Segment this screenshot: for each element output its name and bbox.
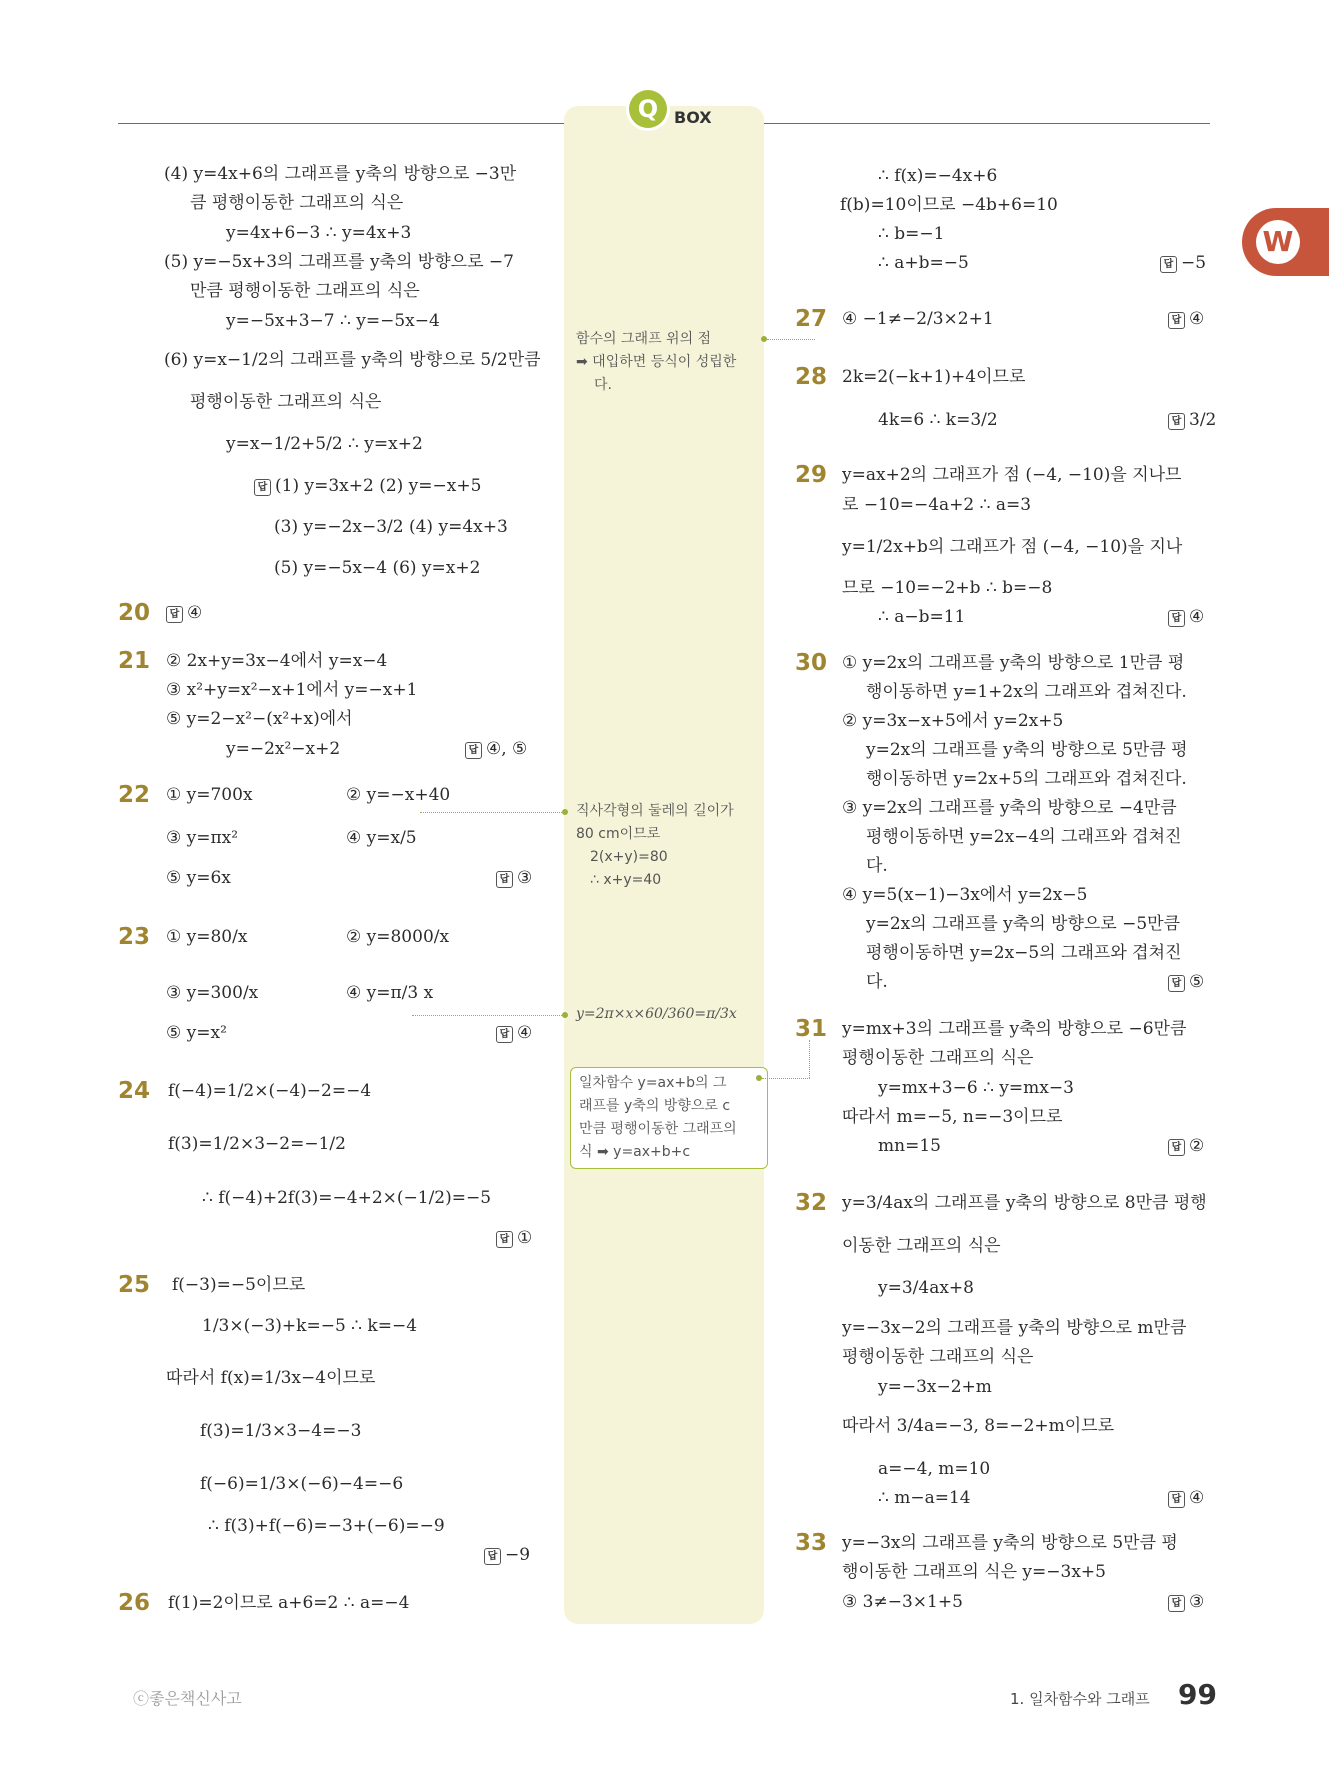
solution-line: 평행이동한 그래프의 식은 xyxy=(842,1048,1034,1068)
solution-line: y=x−1/2+5/2 ∴ y=x+2 xyxy=(226,434,423,454)
choice: ② y=8000/x xyxy=(346,927,450,947)
qbox-note: y=2π×x×60/360=π/3x xyxy=(576,1006,737,1022)
qbox-label: BOX xyxy=(674,108,712,127)
solution-line: y=3/4ax의 그래프를 y축의 방향으로 8만큼 평행 xyxy=(842,1193,1207,1213)
choice: ① y=80/x xyxy=(166,927,248,947)
solution-line: 따라서 3/4a=−3, 8=−2+m이므로 xyxy=(842,1416,1115,1436)
solution-line: y=−3x−2+m xyxy=(878,1377,992,1397)
connector-line xyxy=(412,1015,562,1016)
answer: 답 3/2 xyxy=(1168,408,1216,432)
solution-line: 이동한 그래프의 식은 xyxy=(842,1236,1001,1256)
answer-icon: 답 xyxy=(166,606,183,623)
answer: 답 ③ xyxy=(496,866,532,890)
answer-icon: 답 xyxy=(496,1231,513,1248)
solution-line: (5) y=−5x+3의 그래프를 y축의 방향으로 −7 xyxy=(164,252,514,272)
problem-number: 22 xyxy=(118,782,151,808)
solution-line: mn=15 xyxy=(878,1136,941,1156)
choice: ② y=−x+40 xyxy=(346,785,451,805)
top-rule-right xyxy=(764,123,1210,124)
solution-line: 다. xyxy=(866,972,888,992)
qbox-badge-icon: Q xyxy=(629,90,667,128)
answer-icon: 답 xyxy=(1168,610,1185,627)
problem-number: 31 xyxy=(795,1016,828,1042)
answer-line: (5) y=−5x−4 (6) y=x+2 xyxy=(274,558,481,578)
problem-number: 20 xyxy=(118,600,151,626)
solution-line: ④ y=5(x−1)−3x에서 y=2x−5 xyxy=(842,885,1088,905)
solution-line: ① y=2x의 그래프를 y축의 방향으로 1만큼 평 xyxy=(842,653,1185,673)
solution-line: 만큼 평행이동한 그래프의 식은 xyxy=(190,281,420,301)
solution-line: f(−4)=1/2×(−4)−2=−4 xyxy=(168,1081,372,1101)
answer-icon: 답 xyxy=(1168,413,1185,430)
solution-line: f(−3)=−5이므로 xyxy=(172,1275,306,1295)
solution-line: y=2x의 그래프를 y축의 방향으로 5만큼 평 xyxy=(866,740,1188,760)
answer-icon: 답 xyxy=(496,871,513,888)
connector-line xyxy=(420,812,562,813)
solution-line: ③ 3≠−3×1+5 xyxy=(842,1592,963,1612)
solution-line: ∴ f(3)+f(−6)=−3+(−6)=−9 xyxy=(208,1516,445,1536)
problem-number: 33 xyxy=(795,1530,828,1556)
solution-line: f(b)=10이므로 −4b+6=10 xyxy=(840,195,1058,215)
answer: 답 ④ xyxy=(1168,605,1204,629)
solution-line: 1/3×(−3)+k=−5 ∴ k=−4 xyxy=(202,1316,418,1336)
solution-line: y=1/2x+b의 그래프가 점 (−4, −10)을 지나 xyxy=(842,537,1183,557)
problem-number: 29 xyxy=(795,462,828,488)
solution-line: 따라서 f(x)=1/3x−4이므로 xyxy=(166,1368,376,1388)
solution-line: ∴ a+b=−5 xyxy=(878,253,969,273)
answer: 답 −9 xyxy=(484,1543,530,1567)
problem-number: 28 xyxy=(795,364,828,390)
solution-line: 므로 −10=−2+b ∴ b=−8 xyxy=(842,578,1053,598)
solution-line: ③ y=2x의 그래프를 y축의 방향으로 −4만큼 xyxy=(842,798,1177,818)
answer: 답 ⑤ xyxy=(1168,970,1204,994)
problem-number: 26 xyxy=(118,1590,151,1616)
choice: ④ y=x/5 xyxy=(346,828,417,848)
answer-icon: 답 xyxy=(1168,1491,1185,1508)
solution-line: ⑤ y=2−x²−(x²+x)에서 xyxy=(166,709,353,729)
solution-line: 큼 평행이동한 그래프의 식은 xyxy=(190,193,404,213)
connector-line xyxy=(762,1078,810,1079)
answer: 답 ① xyxy=(496,1226,532,1250)
choice: ⑤ y=x² xyxy=(166,1023,227,1043)
problem-number: 24 xyxy=(118,1078,151,1104)
solution-line: ∴ b=−1 xyxy=(878,224,945,244)
chapter-title: 1. 일차함수와 그래프 xyxy=(1010,1690,1150,1708)
solution-line: 로 −10=−4a+2 ∴ a=3 xyxy=(842,495,1032,515)
solution-line: 평행이동한 그래프의 식은 xyxy=(190,392,382,412)
qbox-note: 함수의 그래프 위의 점 ➡ 대입하면 등식이 성립한 다. xyxy=(576,331,737,393)
answer: 답 ④ xyxy=(1168,307,1204,331)
answer-icon: 답 xyxy=(496,1026,513,1043)
choice: ⑤ y=6x xyxy=(166,868,231,888)
answer-icon: 답 xyxy=(1168,1139,1185,1156)
solution-line: y=−5x+3−7 ∴ y=−5x−4 xyxy=(226,311,440,331)
solution-line: ∴ m−a=14 xyxy=(878,1488,971,1508)
solution-line: (4) y=4x+6의 그래프를 y축의 방향으로 −3만 xyxy=(164,164,517,184)
solution-line: 평행이동하면 y=2x−5의 그래프와 겹쳐진 xyxy=(866,943,1182,963)
solution-line: ② y=3x−x+5에서 y=2x+5 xyxy=(842,711,1064,731)
answer-line: 답 (1) y=3x+2 (2) y=−x+5 xyxy=(254,474,481,498)
solution-line: 행이동하면 y=1+2x의 그래프와 겹쳐진다. xyxy=(866,682,1187,702)
answer-icon: 답 xyxy=(1168,1595,1185,1612)
solution-line: y=mx+3의 그래프를 y축의 방향으로 −6만큼 xyxy=(842,1019,1187,1039)
solution-line: ④ −1≠−2/3×2+1 xyxy=(842,309,994,329)
page-number: 99 xyxy=(1178,1678,1217,1711)
choice: ③ y=πx² xyxy=(166,828,239,848)
answer: 답 ④ xyxy=(166,601,202,625)
answer-icon: 답 xyxy=(484,1548,501,1565)
choice: ④ y=π/3 x xyxy=(346,983,434,1003)
top-rule-left xyxy=(118,123,564,124)
connector-dot xyxy=(562,1012,568,1018)
qbox-note-boxed: 일차함수 y=ax+b의 그 래프를 y축의 방향으로 c 만큼 평행이동한 그래프의 식 ➡ y=ax+b+c xyxy=(570,1067,768,1169)
solution-line: f(3)=1/3×3−4=−3 xyxy=(200,1421,362,1441)
solution-line: f(1)=2이므로 a+6=2 ∴ a=−4 xyxy=(168,1593,410,1613)
solution-line: y=mx+3−6 ∴ y=mx−3 xyxy=(878,1078,1074,1098)
connector-dot xyxy=(562,809,568,815)
solution-line: ∴ a−b=11 xyxy=(878,607,966,627)
answer: 답 −5 xyxy=(1160,251,1206,275)
answer-icon: 답 xyxy=(1168,312,1185,329)
answer: 답 ④, ⑤ xyxy=(465,737,527,761)
solution-line: y=2x의 그래프를 y축의 방향으로 −5만큼 xyxy=(866,914,1181,934)
connector-line xyxy=(809,1040,810,1078)
solution-line: f(3)=1/2×3−2=−1/2 xyxy=(168,1134,346,1154)
answer-icon: 답 xyxy=(465,742,482,759)
solution-line: 평행이동한 그래프의 식은 xyxy=(842,1347,1034,1367)
w-logo-icon: W xyxy=(1256,220,1300,264)
problem-number: 27 xyxy=(795,306,828,332)
copyright: ⓒ좋은책신사고 xyxy=(133,1689,242,1708)
solution-line: a=−4, m=10 xyxy=(878,1459,991,1479)
answer: 답 ② xyxy=(1168,1134,1204,1158)
solution-line: ② 2x+y=3x−4에서 y=x−4 xyxy=(166,651,388,671)
solution-line: y=4x+6−3 ∴ y=4x+3 xyxy=(226,223,412,243)
solution-line: 평행이동하면 y=2x−4의 그래프와 겹쳐진 xyxy=(866,827,1182,847)
connector-line xyxy=(767,339,815,340)
problem-number: 23 xyxy=(118,924,151,950)
solution-line: (6) y=x−1/2의 그래프를 y축의 방향으로 5/2만큼 xyxy=(164,350,541,370)
solution-line: y=3/4ax+8 xyxy=(878,1278,974,1298)
solution-line: 다. xyxy=(866,856,888,876)
solution-line: ∴ f(x)=−4x+6 xyxy=(878,166,998,186)
solution-line: y=ax+2의 그래프가 점 (−4, −10)을 지나므 xyxy=(842,465,1182,485)
solution-line: y=−3x−2의 그래프를 y축의 방향으로 m만큼 xyxy=(842,1318,1187,1338)
solution-line: 따라서 m=−5, n=−3이므로 xyxy=(842,1107,1063,1127)
solution-line: 행이동한 그래프의 식은 y=−3x+5 xyxy=(842,1562,1106,1582)
solution-line: ∴ f(−4)+2f(3)=−4+2×(−1/2)=−5 xyxy=(202,1188,492,1208)
answer-icon: 답 xyxy=(1168,975,1185,992)
qbox-note: 직사각형의 둘레의 길이가 80 cm이므로 2(x+y)=80 ∴ x+y=40 xyxy=(576,803,734,888)
solution-line: ③ x²+y=x²−x+1에서 y=−x+1 xyxy=(166,680,418,700)
answer: 답 ④ xyxy=(1168,1486,1204,1510)
problem-number: 21 xyxy=(118,648,151,674)
answer-icon: 답 xyxy=(1160,256,1177,273)
choice: ③ y=300/x xyxy=(166,983,259,1003)
solution-line: 2k=2(−k+1)+4이므로 xyxy=(842,367,1026,387)
answer-line: (3) y=−2x−3/2 (4) y=4x+3 xyxy=(274,517,508,537)
problem-number: 30 xyxy=(795,650,828,676)
answer: 답 ③ xyxy=(1168,1590,1204,1614)
solution-line: y=−3x의 그래프를 y축의 방향으로 5만큼 평 xyxy=(842,1533,1178,1553)
problem-number: 32 xyxy=(795,1190,828,1216)
solution-line: 행이동하면 y=2x+5의 그래프와 겹쳐진다. xyxy=(866,769,1187,789)
answer-icon: 답 xyxy=(254,479,271,496)
answer: 답 ④ xyxy=(496,1021,532,1045)
problem-number: 25 xyxy=(118,1272,151,1298)
solution-line: f(−6)=1/3×(−6)−4=−6 xyxy=(200,1474,404,1494)
choice: ① y=700x xyxy=(166,785,253,805)
solution-line: 4k=6 ∴ k=3/2 xyxy=(878,410,998,430)
solution-line: y=−2x²−x+2 xyxy=(226,739,341,759)
